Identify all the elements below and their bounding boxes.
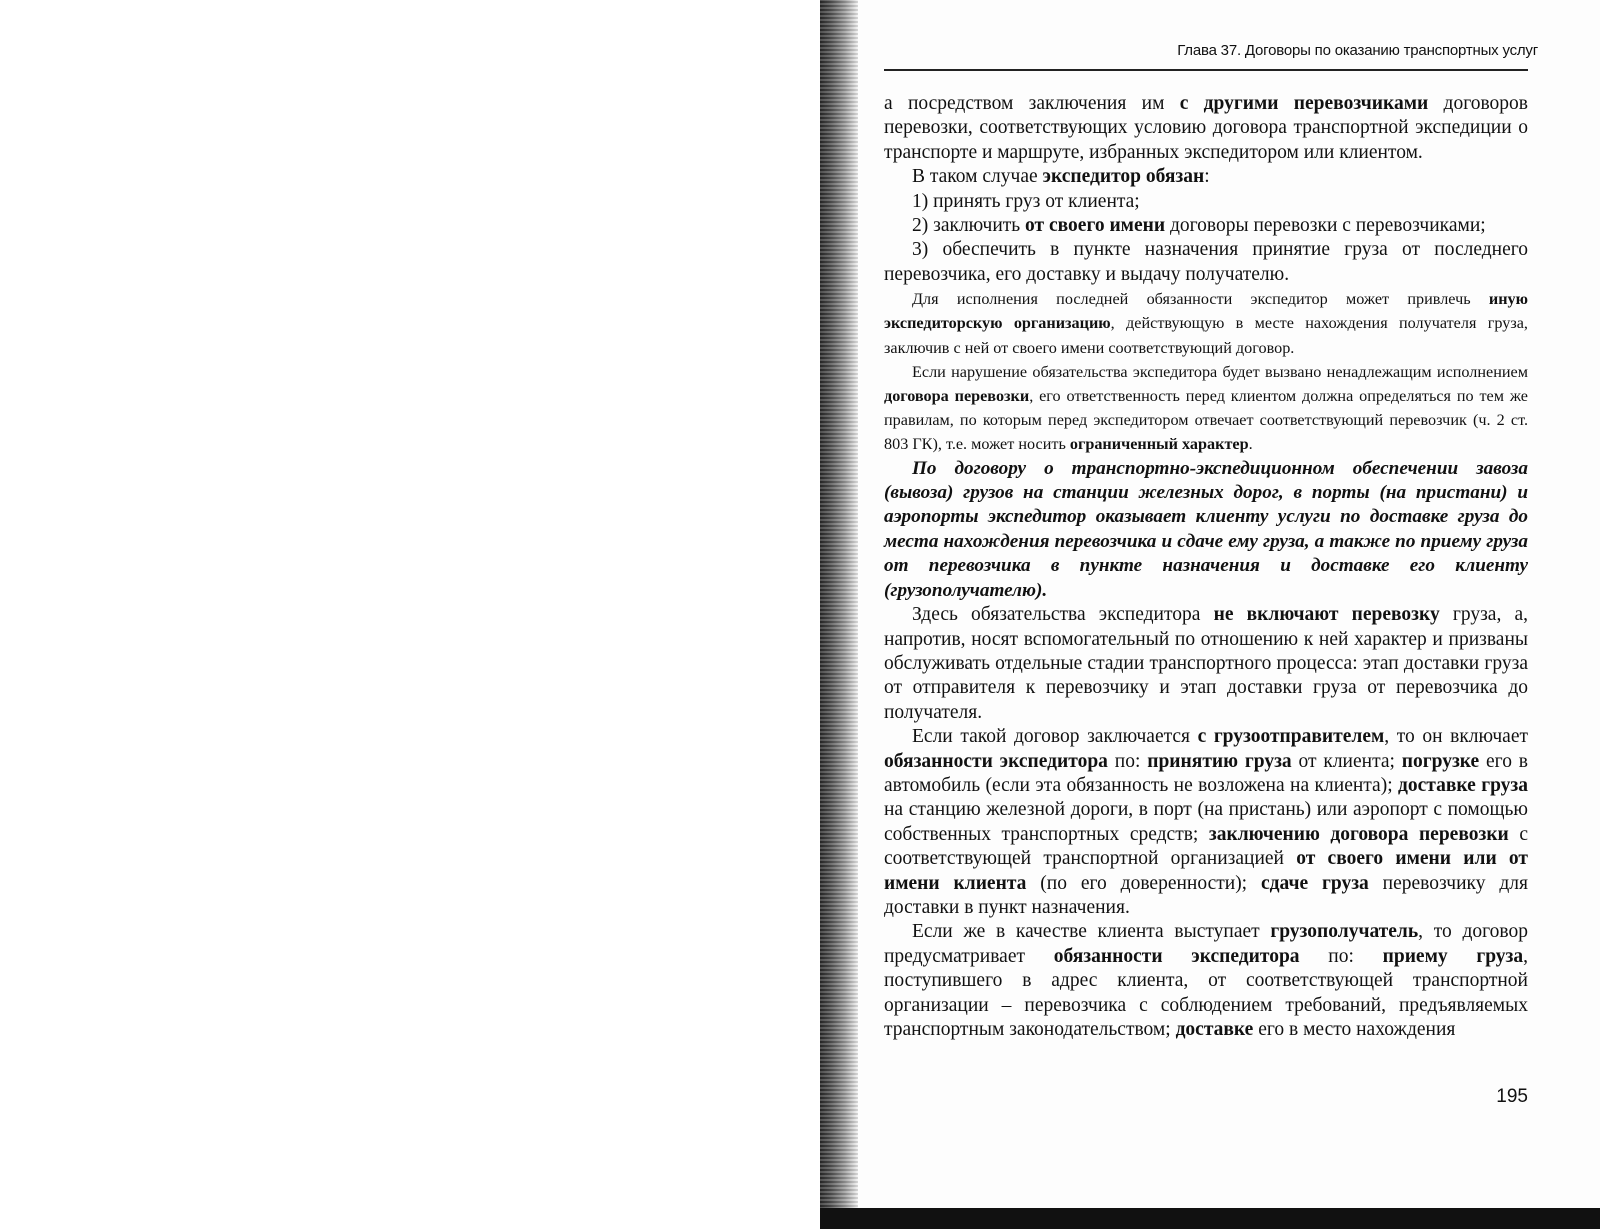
paragraph-small-1: Для исполнения последней обязанности экспедитор может привлечь иную экспедиторскую организацию, действующую в месте нахождения получателя груза, заключив с ней от своего имени соответствующий договор.: [884, 290, 1528, 357]
paragraph-4: Если такой договор заключается с грузоотправителем, то он включает обязанности экспедитора по: принятию груза от клиента; погрузке его в автомобиль (если эта обязанность не возложена на клиента); доставке груза на станцию железной дороги, в порт (на пристань) или аэропорт с помощью собственных транспортных средств; заключению договора перевозки с соответствующей транспортной организацией от своего имени или от имени клиента (по его доверенности); сдаче груза перевозчику для доставки в пункт назначения.: [884, 726, 1529, 918]
definition-paragraph: По договору о транспортно-экспедиционном обеспечении завоза (вывоза) грузов на станции железных дорог, в порты (на пристани) и аэропорты экспедитор оказывает клиенту услуги по доставке груза до места нахождения перевозчика и сдаче ему груза, а также по приему груза от перевозчика в пункте назначения и доставке его клиенту (грузополучателю).: [884, 457, 1528, 601]
paragraph-small-2: Если нарушение обязательства экспедитора будет вызвано ненадлежащим исполнением договора перевозки, его ответственность перед клиентом должна определяться по тем же правилам, по которым перед экспедитором отвечает соответствующий перевозчик (ч. 2 ст. 803 ГК), т.е. может носить ограниченный характер.: [884, 362, 1528, 454]
book-spine-gutter: [820, 0, 858, 1229]
page-number: 195: [1496, 1086, 1528, 1107]
header-rule: [884, 69, 1528, 71]
paragraph-2: В таком случае экспедитор обязан:: [912, 166, 1210, 188]
list-item-1: 1) принять груз от клиента;: [912, 190, 1140, 212]
book-page: [858, 0, 1600, 1208]
list-item-2: 2) заключить от своего имени договоры перевозки с перевозчиками;: [912, 215, 1486, 237]
scan-bottom-edge: [820, 1208, 1600, 1229]
paragraph-5: Если же в качестве клиента выступает грузополучатель, то договор предусматривает обязанности экспедитора по: приему груза, поступившего в адрес клиента, от соответствующей транспортной организации – перевозчика с соблюдением требований, предъявляемых транспортным законодательством; доставке его в место нахождения: [884, 921, 1528, 1041]
page-body: [884, 92, 1528, 1042]
list-item-3: 3) обеспечить в пункте назначения принятие груза от последнего перевозчика, его доставку и выдачу получателю.: [884, 239, 1528, 285]
running-header: Глава 37. Договоры по оказанию транспортных услуг: [1177, 42, 1538, 59]
paragraph-3: Здесь обязательства экспедитора не включают перевозку груза, а, напротив, носят вспомогательный по отношению к ней характер и призваны обслуживать отдельные стадии транспортного процесса: этап доставки груза от отправителя к перевозчику и этап доставки груза от перевозчика до получателя.: [884, 604, 1529, 723]
paragraph-1: а посредством заключения им с другими перевозчиками договоров перевозки, соответствующих условию договора транспортной экспедиции о транспорте и маршруте, избранных экспедитором или клиентом.: [884, 93, 1529, 163]
